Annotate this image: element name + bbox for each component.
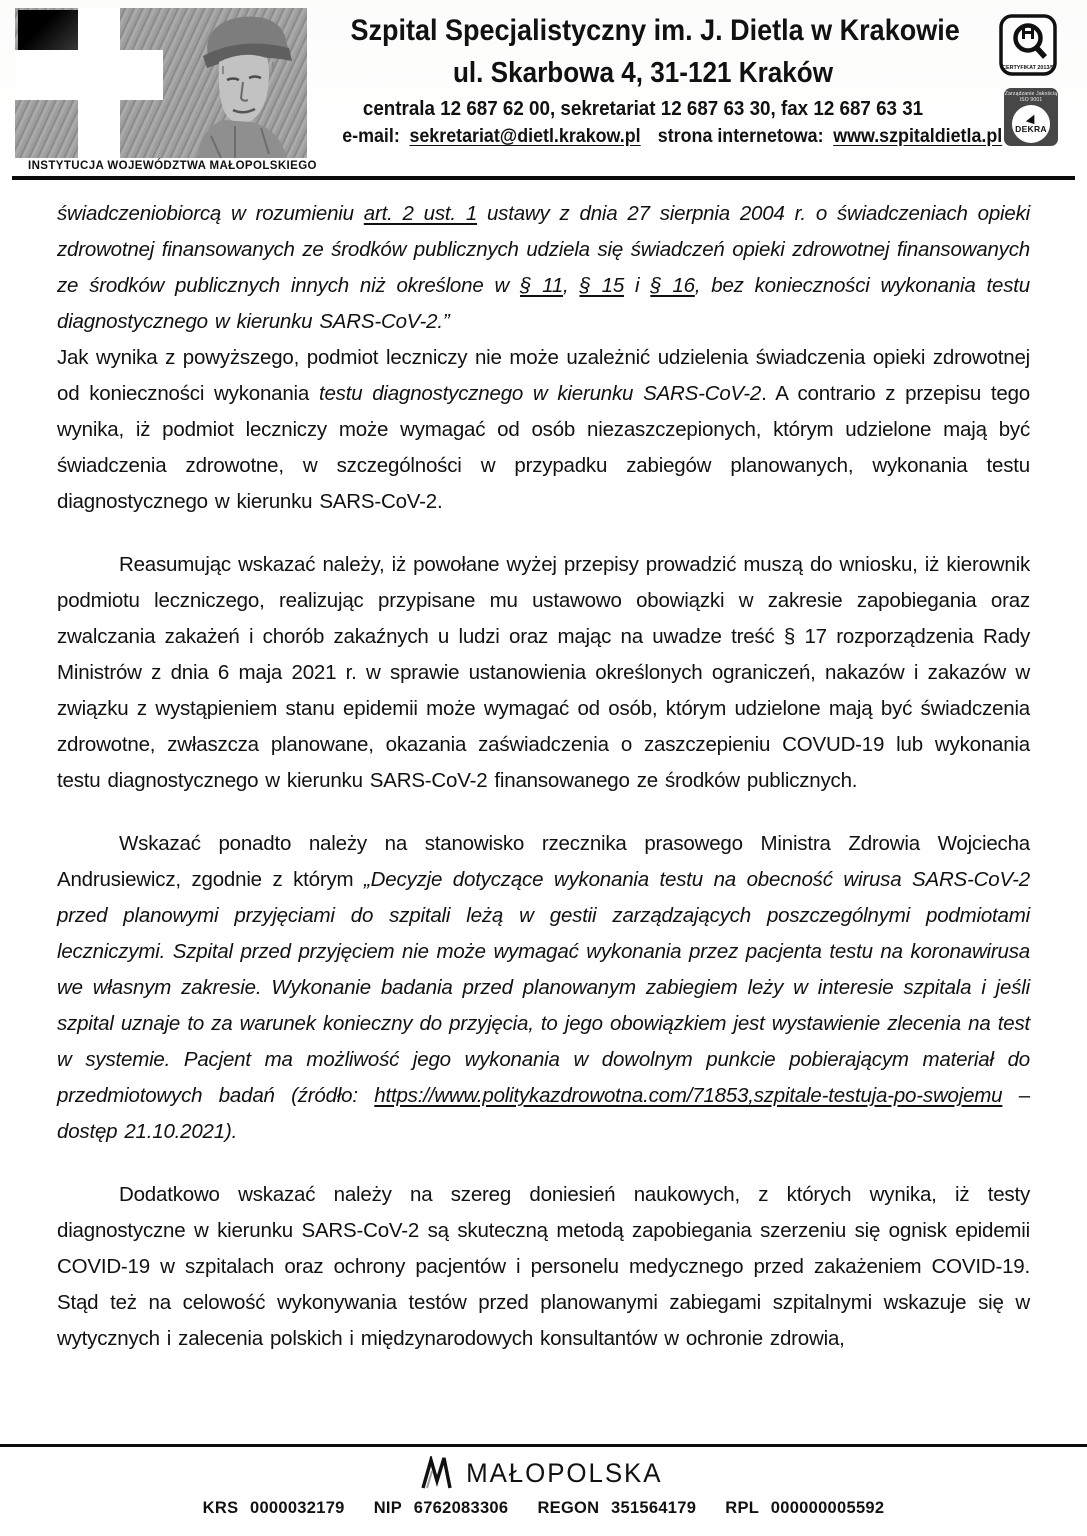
text-run: Reasumując wskazać należy, iż powołane wyżej przepisy prowadzić muszą do wniosku, iż kierownik podmiotu leczniczego, realizując przypisane mu ustawowo obowiązki w zakresie zapobiegania oraz zwalczania zakażeń i chorób zakaźnych u ludzi oraz mając na uwadze treść § 17 rozporządzenia Rady Ministrów z dnia 6 maja 2021 r. w sprawie ustanowienia określonych ograniczeń, nakazów i zakazów w związku z wystąpieniem stanu epidemii może wymagać od osób, którym udzielone mają być świadczenia zdrowotne, zwłaszcza planowane, okazania zaświadczenia o zaszczepieniu COVUD-19 lub wykonania testu diagnostycznego w kierunku SARS-CoV-2 finansowanego ze środków publicznych. [57,553,1030,792]
certificate-caption: CERTYFIKAT 2013/5 [1002,65,1054,71]
malopolska-m-icon [420,1456,452,1490]
text-run: , bez konieczności wykonania testu diagnostycznego w kierunku SARS-CoV-2.” [57,274,1030,333]
text-run: , [563,274,580,297]
paragraph [57,340,1030,520]
email-link[interactable]: sekretariat@dietl.krakow.pl [409,126,641,147]
text-run: Jak wynika z powyższego, podmiot leczniczy nie może uzależnić udzielenia świadczenia opieki zdrowotnej od konieczności wykonania [57,346,1030,405]
text-run: – dostęp 21.10.2021). [57,1084,1030,1143]
url-link[interactable]: https://www.politykazdrowotna.com/71853,szpitale-testuja-po-swojemu [374,1084,1003,1107]
registry-nip: NIP 6762083306 [373,1498,509,1517]
text-run: testu diagnostycznego w kierunku SARS-CoV-2 [318,382,762,405]
header-divider [12,176,1075,180]
dekra-arrow-icon [1025,113,1036,124]
website-link[interactable]: www.szpitaldietla.pl [833,126,1003,147]
hospital-name: Szpital Specjalistyczny im. J. Dietla w Krakowie [350,14,960,47]
text-run: i [624,274,651,297]
dekra-seal [1012,105,1050,143]
text-run: . A contrario z przepisu tego wynika, iż podmiot leczniczy może wymagać od osób niezaszczepionych, którym udzielone mają być świadczenia zdrowotne, w szczególności w przypadku zabiegów planowanych, wykonania testu diagnostycznego w kierunku SARS-CoV-2. [57,382,1030,513]
text-run: Wskazać ponadto należy na stanowisko rzecznika prasowego Ministra Zdrowia Wojciecha Andrusiewicz, zgodnie z którym [57,832,1030,891]
paragraph [57,547,1030,799]
paragraph [57,826,1030,1150]
registry-krs: KRS 0000032179 [202,1498,345,1517]
phone-line: centrala 12 687 62 00, sekretariat 12 687 63 30, fax 12 687 63 31 [362,98,924,120]
statute-ref: art. 2 ust. 1 [363,202,478,225]
dekra-badge [1004,88,1058,146]
registry-line [16,1498,1070,1518]
paragraph [57,1177,1030,1357]
text-run: ustawy z dnia 27 sierpnia 2004 r. o świadczeniach opieki zdrowotnej finansowanych ze środków publicznych udziela się świadczeń opieki zdrowotnej finansowanych ze środków publicznych innych niż określone w [57,202,1031,297]
statute-ref: § 15 [579,274,625,297]
email-label: e-mail: [342,126,400,147]
dekra-name: DEKRA [1015,124,1047,134]
malopolska-logo [0,1456,1087,1490]
document-body [57,196,1030,1357]
hospital-logo [15,8,307,158]
registry-regon: REGON 351564179 [537,1498,697,1517]
text-run: świadczeniobiorcą w rozumieniu [57,202,364,225]
text-run: Dodatkowo wskazać należy na szereg doniesień naukowych, z których wynika, iż testy diagnostyczne w kierunku SARS-CoV-2 są skuteczną metodą zapobiegania szerzeniu się ognisk epidemii COVID-19 w szpitalach oraz ochrony pacjentów i personelu medycznego przed zakażeniem COVID-19. Stąd też na celowość wykonywania testów przed planowanymi zabiegami szpitalnymi wskazuje się w wytycznych i zalecenia polskich i międzynarodowych konsultantów w ochronie zdrowia, [57,1183,1030,1350]
logo-cross-horizontal [15,50,163,100]
dekra-scope-line1: Zarządzanie Jakością [1004,91,1058,97]
hospital-address: ul. Skarbowa 4, 31-121 Kraków [452,57,834,89]
registry-rpl: RPL 000000005592 [725,1498,885,1517]
text-run: „Decyzje dotyczące wykonania testu na obecność wirusa SARS-CoV-2 przed planowymi przyjęciami do szpitali leżą w gestii zarządzających poszczególnymi podmiotami leczniczymi. Szpital przed przyjęciem nie może wymagać wykonania przez pacjenta testu na koronawirusa we własnym zakresie. Wykonanie badania przed planowanym zabiegiem leży w interesie szpitala i jeśli szpital uznaje to za warunek konieczny do przyjęcia, to jego obowiązkiem jest wystawienie zlecenia na test w systemie. Pacjent ma możliwość jego wykonania w dowolnym punkcie pobierającym materiał do przedmiotowych badań (źródło: [57,868,1031,1107]
statute-ref: § 16 [650,274,695,297]
malopolska-wordmark: MAŁOPOLSKA [466,1457,663,1488]
dekra-scope-line2: ISO 9001 [1019,97,1043,103]
contact-line [338,126,1003,148]
dietl-portrait [177,8,305,158]
quality-certificate-badge [999,14,1057,78]
letterhead-center [318,14,1003,148]
website-label: strona internetowa: [657,126,824,147]
logo-caption: INSTYTUCJA WOJEWÓDZTWA MAŁOPOLSKIEGO [28,160,317,172]
statute-ref: § 11 [520,274,564,297]
footer-divider [0,1444,1087,1447]
paragraph [57,196,1030,340]
